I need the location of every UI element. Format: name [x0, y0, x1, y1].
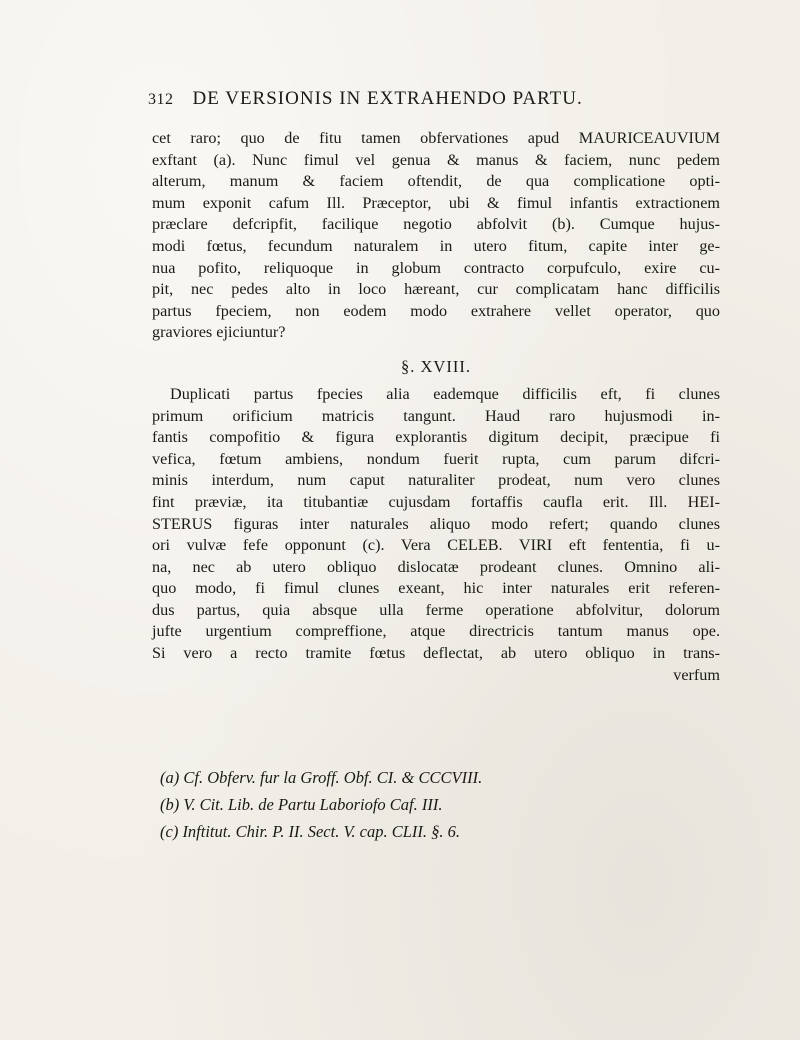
text-line: cet raro; quo de fitu tamen obfervationes apud MAURICEAUVIUM	[152, 129, 720, 147]
paragraph-1	[152, 128, 720, 344]
footnotes	[160, 764, 700, 845]
text-line: exftant (a). Nunc fimul vel genua & manus & faciem, nunc pedem	[152, 150, 720, 169]
text-line: alterum, manum & faciem oftendit, de qua complicatione opti-	[152, 172, 720, 191]
text-line: partus fpeciem, non eodem modo extrahere vellet operator, quo	[152, 301, 720, 320]
text-line: dus partus, quia absque ulla ferme operatione abfolvitur, dolorum	[152, 600, 720, 619]
text-line: mum exponit cafum Ill. Præceptor, ubi & fimul infantis extractionem	[152, 193, 720, 212]
paragraph-2	[152, 384, 720, 686]
text-line: quo modo, fi fimul clunes exeant, hic inter naturales erit referen-	[152, 579, 720, 598]
section-heading: §. XVIII.	[401, 356, 471, 376]
text-line: nua pofito, reliquoque in globum contracto corpufculo, exire cu-	[152, 258, 720, 277]
text-line: Duplicati partus fpecies alia eademque difficilis eft, fi clunes	[170, 384, 720, 403]
text-line: na, nec ab utero obliquo dislocatæ prodeant clunes. Omnino ali-	[152, 557, 720, 576]
text-line: fint præviæ, ita titubantiæ cujusdam fortaffis caufla erit. Ill. HEI-	[152, 492, 720, 511]
footnote-c: (c) Inftitut. Chir. P. II. Sect. V. cap. CLII. §. 6.	[160, 822, 461, 841]
footnote-a: (a) Cf. Obferv. fur la Groff. Obf. CI. & CCCVIII.	[160, 768, 483, 787]
running-title: DE VERSIONIS IN EXTRAHENDO PARTU.	[192, 88, 583, 109]
text-line: ori vulvæ fefe opponunt (c). Vera CELEB. VIRI eft fententia, fi u-	[152, 536, 720, 555]
running-header	[148, 88, 708, 110]
text-line: minis interdum, num caput naturaliter prodeat, num vero clunes	[152, 471, 720, 490]
text-line: vefica, fœtum ambiens, nondum fuerit rupta, cum parum difcri-	[152, 449, 720, 468]
footnote-b: (b) V. Cit. Lib. de Partu Laboriofo Caf. III.	[160, 795, 443, 814]
text-line: graviores ejiciuntur?	[152, 323, 286, 342]
text-line: primum orificium matricis tangunt. Haud raro hujusmodi in-	[152, 406, 720, 425]
text-line: STERUS figuras inter naturales aliquo modo refert; quando clunes	[152, 514, 720, 533]
text-line: jufte urgentium compreffione, atque directricis tantum manus ope.	[152, 622, 720, 641]
text-line: fantis compofitio & figura explorantis digitum decipit, præcipue fi	[152, 428, 720, 447]
text-line: modi fœtus, fecundum naturalem in utero fitum, capite inter ge-	[152, 236, 720, 255]
text-line: pit, nec pedes alto in loco hæreant, cur complicatam hanc difficilis	[152, 280, 720, 299]
main-text	[152, 128, 720, 686]
catchword: verfum	[673, 665, 720, 684]
text-line: Si vero a recto tramite fœtus deflectat, ab utero obliquo in trans-	[152, 644, 720, 663]
page-number: 312	[148, 91, 174, 108]
text-line: præclare defcripfit, facilique negotio abfolvit (b). Cumque hujus-	[152, 215, 720, 234]
